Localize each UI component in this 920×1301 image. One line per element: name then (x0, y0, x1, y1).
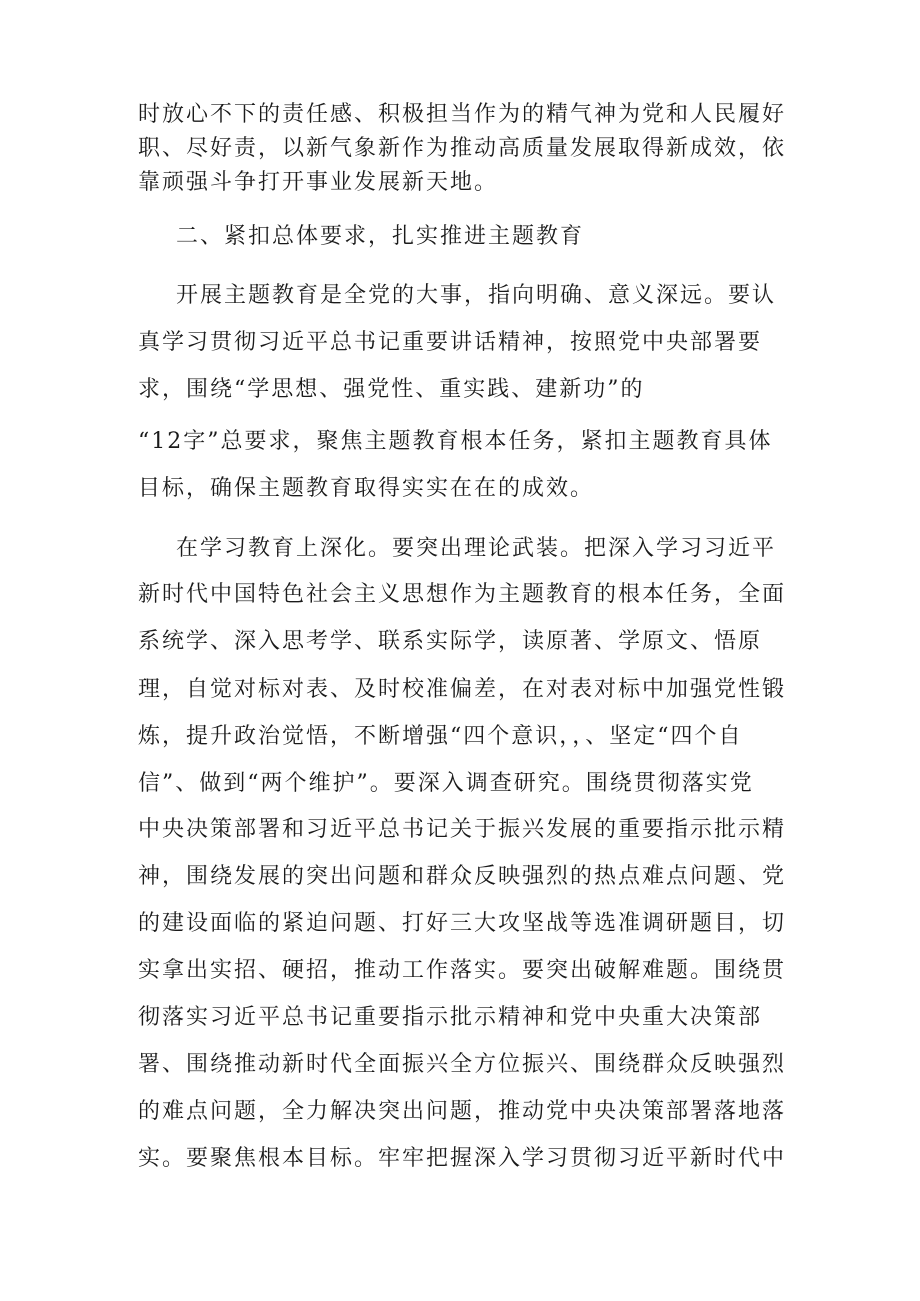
text-line: 新时代中国特色社会主义思想作为主题教育的根本任务，全面 (138, 582, 787, 607)
text-line: 彻落实习近平总书记重要指示批示精神和党中央重大决策部 (138, 1005, 763, 1030)
text-line: 职、尽好责，以新气象新作为推动高质量发展取得新成效，依 (138, 136, 787, 161)
section-heading: 二、紧扣总体要求，扎实推进主题教育 (176, 224, 585, 249)
text-line: 中央决策部署和习近平总书记关于振兴发展的重要指示批示精 (138, 817, 787, 842)
text-line: “12字”总要求，聚焦主题教育根本任务，紧扣主题教育具体 (138, 429, 773, 454)
text-line: 理，自觉对标对表、及时校准偏差，在对表对标中加强党性锻 (138, 677, 787, 702)
text-line: 时放心不下的责任感、积极担当作为的精气神为党和人民履好 (138, 102, 787, 127)
text-line: 系统学、深入思考学、联系实际学，读原著、学原文、悟原 (138, 629, 763, 654)
text-line: 神，围绕发展的突出问题和群众反映强烈的热点难点问题、党 (138, 864, 787, 889)
text-line: 在学习教育上深化。要突出理论武装。把深入学习习近平 (176, 536, 777, 561)
text-line: 求，围绕“学思想、强党性、重实践、建新功”的 (138, 377, 645, 402)
text-line: 信”、做到“两个维护”。要深入调查研究。围绕贯彻落实党 (138, 771, 754, 796)
text-line: 实。要聚焦根本目标。牢牢把握深入学习贯彻习近平新时代中 (138, 1146, 787, 1171)
text-line: 的建设面临的紧迫问题、打好三大攻坚战等选准调研题目，切 (138, 911, 787, 936)
text-line: 开展主题教育是全党的大事，指向明确、意义深远。要认 (176, 283, 777, 308)
text-line: 靠顽强斗争打开事业发展新天地。 (138, 170, 499, 195)
text-line: 实拿出实招、硬招，推动工作落实。要突出破解难题。围绕贯 (138, 958, 787, 983)
text-line: 炼，提升政治觉悟，不断增强“四个意识，，、坚定“四个自 (138, 724, 743, 749)
text-line: 署、围绕推动新时代全面振兴全方位振兴、围绕群众反映强烈 (138, 1052, 787, 1077)
text-line: 目标，确保主题教育取得实实在在的成效。 (138, 476, 595, 501)
text-line: 的难点问题，全力解决突出问题，推动党中央决策部署落地落 (138, 1099, 787, 1124)
text-line: 真学习贯彻习近平总书记重要讲话精神，按照党中央部署要 (138, 330, 763, 355)
